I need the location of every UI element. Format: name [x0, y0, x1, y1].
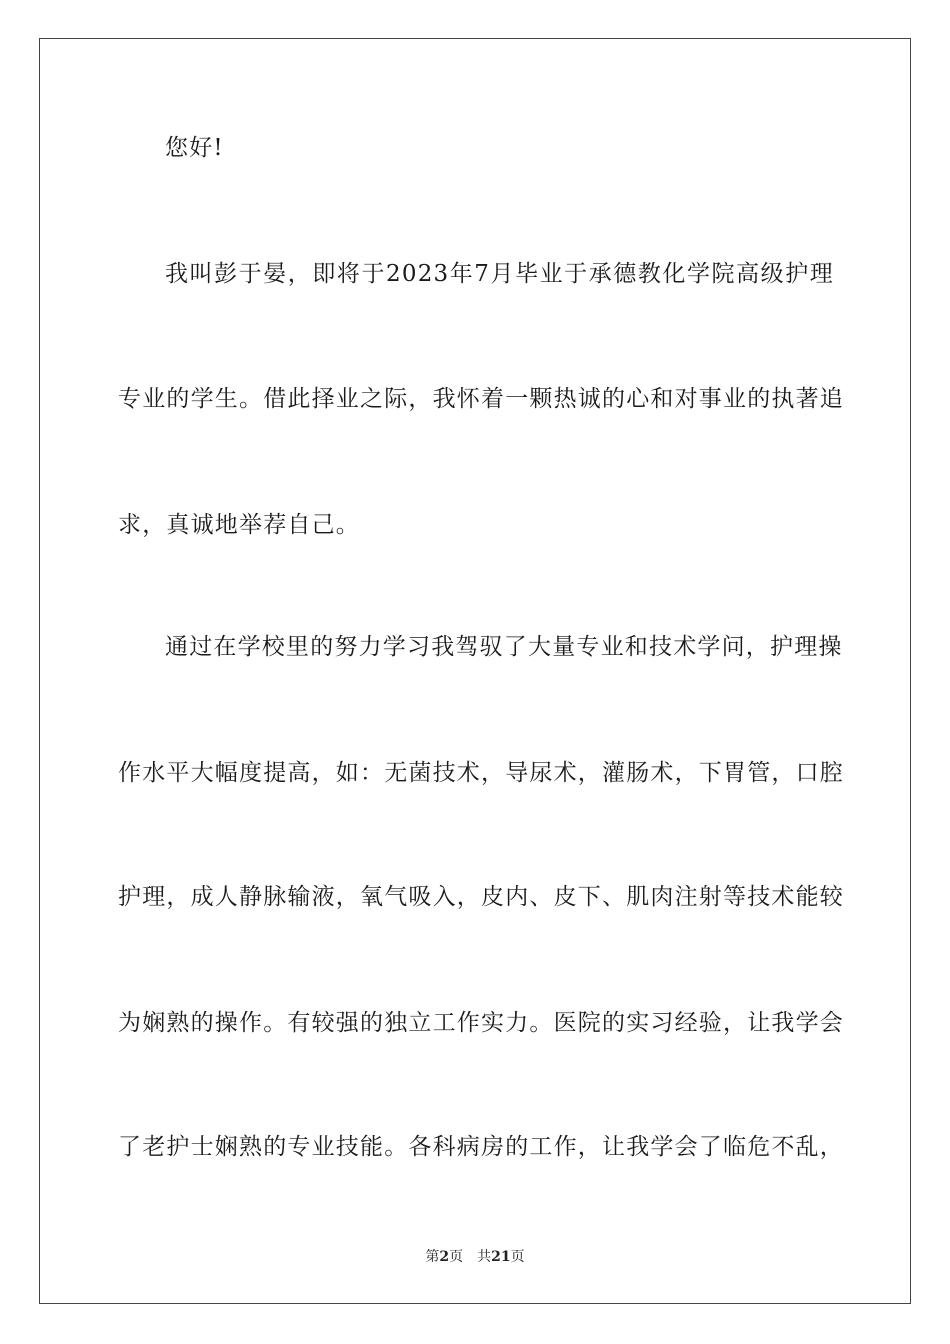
total-prefix: 共 — [477, 1249, 492, 1265]
page-footer — [0, 1247, 950, 1267]
total-pages: 21 — [491, 1249, 511, 1265]
body-line: 了老护士娴熟的专业技能。各科病房的工作，让我学会了临危不乱， — [118, 1134, 844, 1160]
page-border — [39, 38, 911, 1304]
body-line: 专业的学生。借此择业之际，我怀着一颗热诚的心和对事业的执著追 — [118, 386, 844, 412]
body-line: 为娴熟的操作。有较强的独立工作实力。医院的实习经验，让我学会 — [118, 1010, 844, 1036]
page-suffix: 页 — [449, 1249, 464, 1265]
body-line: 通过在学校里的努力学习我驾驭了大量专业和技术学问，护理操 — [165, 634, 843, 660]
body-line: 我叫彭于晏，即将于2023年7月毕业于承德教化学院高级护理 — [165, 261, 834, 287]
greeting-line: 您好! — [165, 135, 224, 161]
total-suffix: 页 — [510, 1249, 525, 1265]
body-line: 作水平大幅度提高，如：无菌技术，导尿术，灌肠术，下胃管，口腔 — [118, 760, 844, 786]
page-number: 2 — [439, 1249, 450, 1265]
body-line: 求，真诚地举荐自己。 — [118, 512, 360, 538]
page-prefix: 第 — [425, 1249, 440, 1265]
body-line: 护理，成人静脉输液，氧气吸入，皮内、皮下、肌肉注射等技术能较 — [118, 884, 844, 910]
